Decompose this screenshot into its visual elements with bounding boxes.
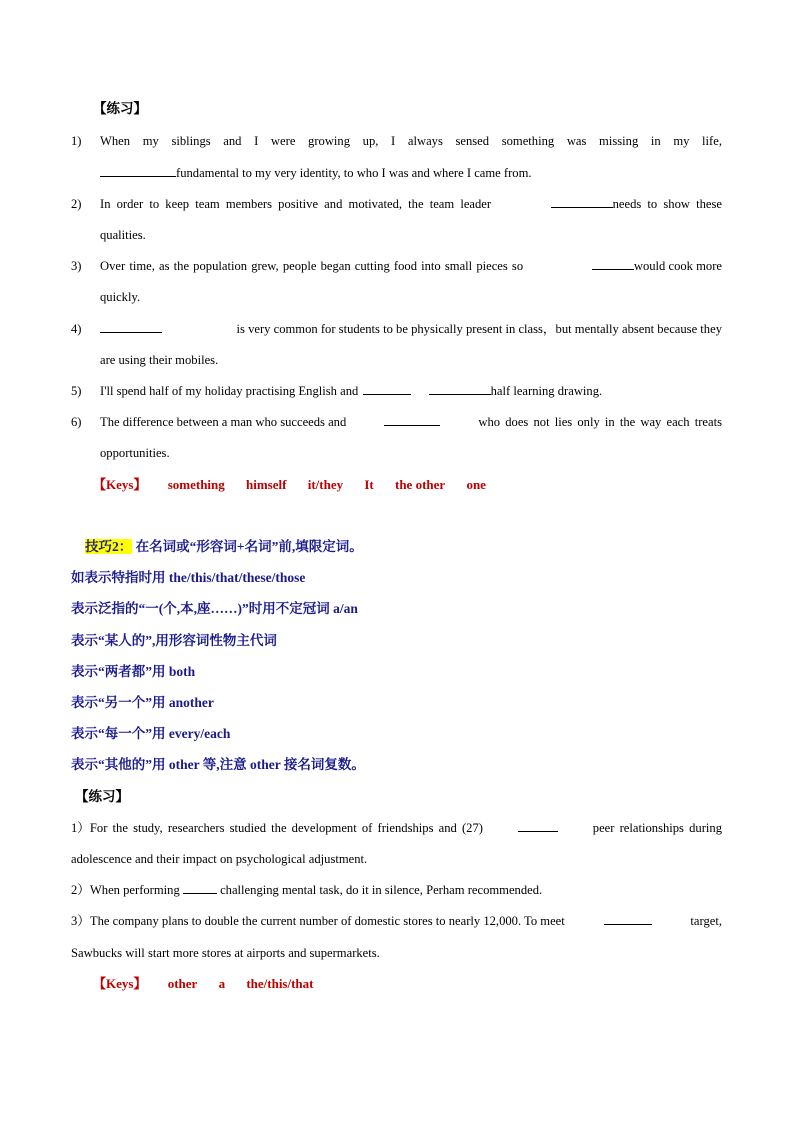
key-item: the other: [395, 477, 446, 492]
answer-blank[interactable]: [604, 912, 652, 925]
item-4-line1: is very common for students to be physically present in class，but mentally absent because they: [100, 320, 722, 338]
answer-blank[interactable]: [100, 164, 176, 177]
item-number: 3): [71, 259, 82, 273]
rule-line: 表示“某人的”,用形容词性物主代词: [71, 633, 277, 648]
key-item: it/they: [307, 477, 344, 492]
key-item: the/this/that: [246, 976, 314, 991]
item-number: 1): [71, 134, 82, 148]
item-6-line1: The difference between a man who succeeds and who does not lies only in the way each treats: [100, 415, 722, 429]
exercise-heading: 【练习】: [93, 101, 147, 116]
exercise-heading: 【练习】: [75, 789, 129, 804]
item-6-line2: opportunities.: [100, 446, 170, 460]
exercise2-item-1-line1: 1）For the study, researchers studied the development of friendships and (27) peer relationships during: [71, 821, 722, 835]
keys-label: 【Keys】: [93, 477, 147, 492]
tip-title: 技巧2：: [85, 539, 133, 554]
item-4-line2: are using their mobiles.: [100, 353, 219, 367]
answer-blank[interactable]: [100, 320, 162, 333]
answer-keys: [93, 975, 331, 993]
item-3-line2: quickly.: [100, 290, 141, 304]
exercise2-item-1-line2: adolescence and their impact on psychological adjustment.: [71, 852, 368, 866]
item-5-line1: I'll spend half of my holiday practising English and half learning drawing.: [100, 384, 603, 398]
answer-blank[interactable]: [363, 382, 411, 395]
item-2-line1: In order to keep team members positive and motivated, the team leader needs to show these: [100, 197, 722, 211]
item-number: 2): [71, 197, 82, 211]
key-item: something: [167, 477, 225, 492]
item-2-line2: qualities.: [100, 228, 146, 242]
key-item: other: [167, 976, 198, 991]
rule-line: 表示“另一个”用 another: [71, 695, 214, 710]
item-number: 4): [71, 322, 82, 336]
rule-line: 表示“每一个”用 every/each: [71, 726, 231, 741]
item-1-line2: fundamental to my very identity, to who I was and where I came from.: [100, 164, 532, 182]
item-3-line1: Over time, as the population grew, people began cutting food into small pieces so would cook more: [100, 259, 722, 273]
rule-line: 如表示特指时用 the/this/that/these/those: [71, 570, 306, 585]
rule-line: 表示泛指的“一(个,本,座……)”时用不定冠词 a/an: [71, 601, 358, 616]
rule-line: 表示“两者都”用 both: [71, 664, 196, 679]
answer-keys: [93, 476, 504, 494]
key-item: one: [466, 477, 486, 492]
key-item: himself: [246, 477, 287, 492]
key-item: a: [218, 976, 226, 991]
exercise2-item-2-line1: 2）When performing challenging mental task, do it in silence, Perham recommended.: [71, 883, 543, 897]
answer-blank[interactable]: [592, 257, 634, 270]
item-number: 6): [71, 415, 82, 429]
answer-blank[interactable]: [183, 881, 217, 894]
tip-description: 在名词或“形容词+名词”前,填限定词。: [135, 539, 363, 554]
item-number: 5): [71, 384, 82, 398]
item-1-line1: When my siblings and I were growing up, I always sensed something was missing in my life,: [100, 134, 722, 148]
exercise2-item-3-line2: Sawbucks will start more stores at airports and supermarkets.: [71, 946, 380, 960]
keys-label: 【Keys】: [93, 976, 147, 991]
exercise2-item-3-line1: 3）The company plans to double the current number of domestic stores to nearly 12,000. To meet target,: [71, 914, 722, 928]
answer-blank[interactable]: [429, 382, 491, 395]
answer-blank[interactable]: [384, 413, 440, 426]
rule-line: 表示“其他的”用 other 等,注意 other 接名词复数。: [71, 757, 365, 772]
answer-blank[interactable]: [518, 819, 558, 832]
tip-heading: [85, 538, 363, 556]
key-item: It: [364, 477, 374, 492]
answer-blank[interactable]: [551, 195, 613, 208]
